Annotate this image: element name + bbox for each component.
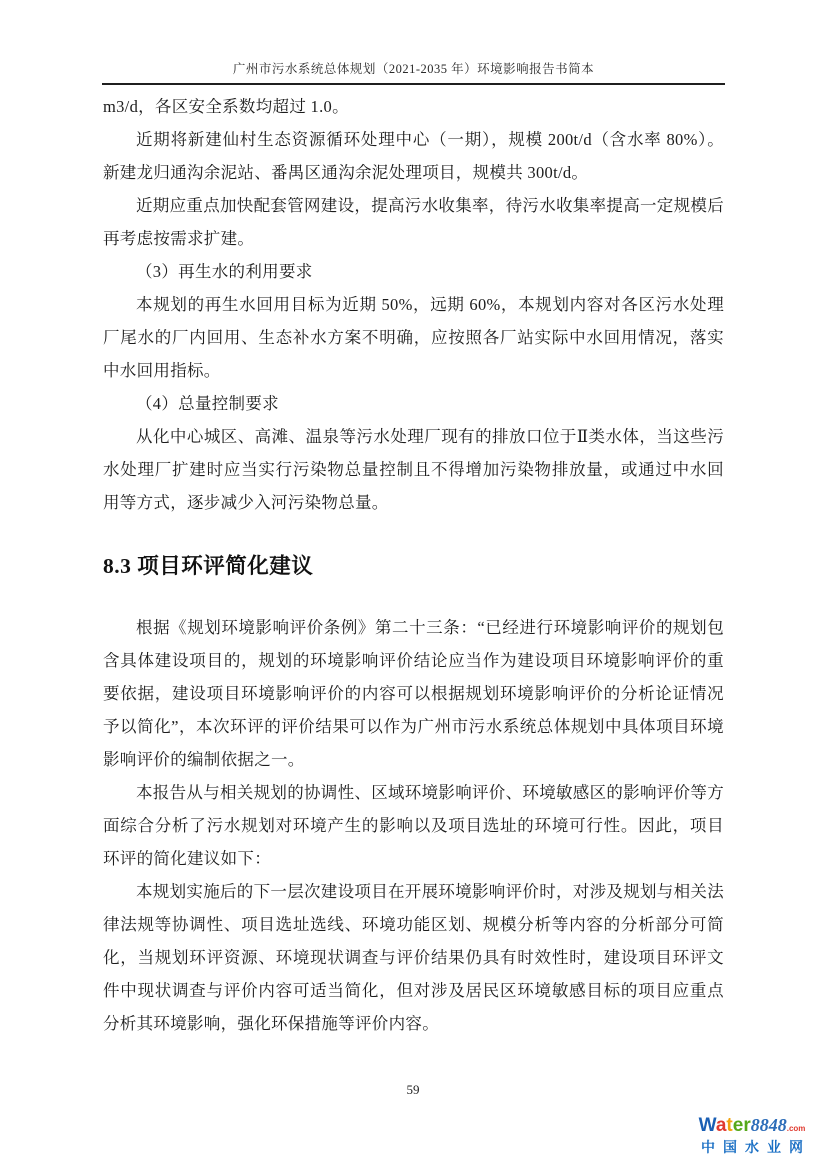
- list-item-heading: （3）再生水的利用要求: [136, 262, 313, 281]
- paragraph: 本规划的再生水回用目标为近期 50%，远期 60%，本规划内容对各区污水处理厂尾水的厂内回用、生态补水方案不明确，应按照各厂站实际中水回用情况，落实中水回用指标。: [103, 295, 724, 380]
- paragraph: 近期将新建仙村生态资源循环处理中心（一期），规模 200t/d（含水率 80%）。新建龙归通沟余泥站、番禺区通沟余泥处理项目，规模共 300t/d。: [103, 130, 724, 182]
- watermark-8848: 8848: [750, 1115, 787, 1135]
- page-number: 59: [406, 1082, 420, 1097]
- paragraph: 根据《规划环境影响评价条例》第二十三条：“已经进行环境影响评价的规划包含具体建设项目的，规划的环境影响评价结论应当作为建设项目环境影响评价的重要依据，建设项目环境影响评价的内容可以根据规划环境影响评价的分析论证情况予以简化”，本次环评的评价结果可以作为广州市污水系统总体规划中具体项目环境影响评价的编制依据之一。: [103, 618, 724, 769]
- watermark-brand-word: Water: [698, 1115, 751, 1136]
- watermark-line1: [686, 1116, 818, 1135]
- section-heading: 8.3 项目环评简化建议: [103, 554, 314, 578]
- list-item-heading: （4）总量控制要求: [136, 394, 279, 413]
- paragraph: 近期应重点加快配套管网建设，提高污水收集率，待污水收集率提高一定规模后再考虑按需求扩建。: [103, 196, 724, 248]
- paragraph: m3/d，各区安全系数均超过 1.0。: [103, 97, 349, 116]
- page-header: [102, 0, 725, 77]
- watermark-dotcom: .com: [786, 1124, 806, 1133]
- paragraph: 本规划实施后的下一层次建设项目在开展环境影响评价时，对涉及规划与相关法律法规等协调性、项目选址选线、环境功能区划、规模分析等内容的分析部分可简化，当规划环评资源、环境现状调查与评价结果仍具有时效性时，建设项目环评文件中现状调查与评价内容可适当简化，但对涉及居民区环境敏感目标的项目应重点分析其环境影响，强化环保措施等评价内容。: [103, 882, 724, 1033]
- paragraph: 从化中心城区、高滩、温泉等污水处理厂现有的排放口位于Ⅱ类水体，当这些污水处理厂扩建时应当实行污染物总量控制且不得增加污染物排放量，或通过中水回用等方式，逐步减少入河污染物总量。: [103, 427, 724, 512]
- header-title: 广州市污水系统总体规划（2021-2035 年）环境影响报告书简本: [232, 62, 595, 76]
- paragraph: 本报告从与相关规划的协调性、区域环境影响评价、环境敏感区的影响评价等方面综合分析了污水规划对环境产生的影响以及项目选址的环境可行性。因此，项目环评的简化建议如下：: [103, 783, 724, 868]
- watermark-subtitle: 中国水业网: [701, 1139, 811, 1155]
- page-body: [103, 85, 724, 1040]
- watermark-logo: [686, 1116, 818, 1154]
